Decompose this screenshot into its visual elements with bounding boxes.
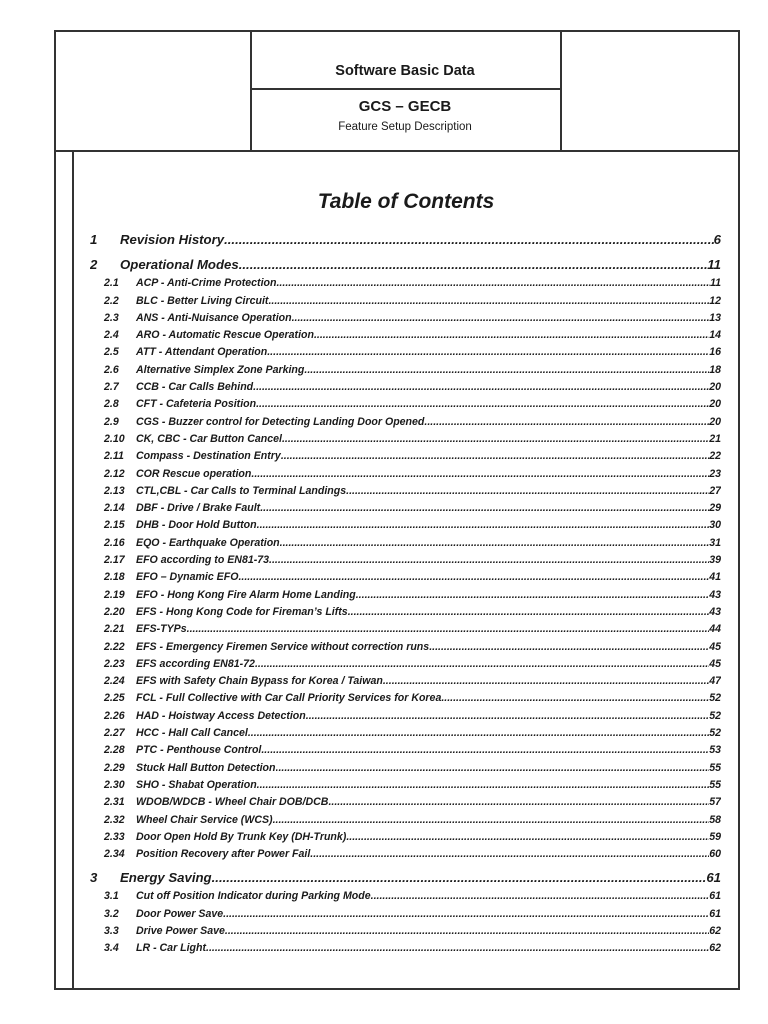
toc-entry-number: 2.24 <box>104 675 125 688</box>
toc-entry-page: 62 <box>709 942 721 955</box>
toc-entry[interactable] <box>90 272 721 289</box>
toc-entry[interactable] <box>90 722 721 739</box>
toc-entry-page: 13 <box>709 311 721 324</box>
toc-leader-dots <box>424 416 709 428</box>
toc-entry-title: SHO - Shabat Operation <box>136 778 257 791</box>
toc-entry-number: 2.4 <box>104 329 119 342</box>
toc-leader-dots <box>383 675 709 687</box>
toc-title: Table of Contents <box>317 190 495 213</box>
toc-entry-number: 2.19 <box>104 588 125 601</box>
header-code: GCS – GECB <box>358 98 452 115</box>
toc-leader-dots <box>273 814 710 826</box>
toc-entry[interactable] <box>90 635 721 652</box>
toc-entry-page: 27 <box>709 484 721 497</box>
toc-leader-dots <box>224 232 714 247</box>
toc-entry-title: EFO according to EN81-73 <box>136 554 270 567</box>
toc-entry-number: 2.13 <box>104 484 125 497</box>
toc-entry-page: 22 <box>709 450 721 463</box>
toc-entry-page: 60 <box>709 848 721 861</box>
toc-entry-number: 2.26 <box>104 709 125 722</box>
toc-entry-number: 2.10 <box>104 432 125 445</box>
toc-entry[interactable] <box>90 566 721 583</box>
toc-entry-number: 2.5 <box>104 346 119 359</box>
toc-entry-number: 2.15 <box>104 519 125 532</box>
toc-entry-page: 43 <box>709 588 721 601</box>
toc-entry-title: ACP - Anti-Crime Protection <box>136 277 277 290</box>
toc-leader-dots <box>257 779 710 791</box>
toc-entry-number: 2.31 <box>104 796 125 809</box>
header-subtitle-cell <box>250 92 560 150</box>
toc-entry-title: CFT - Cafeteria Position <box>136 398 257 411</box>
toc-entry-title: CK, CBC - Car Button Cancel <box>136 432 282 445</box>
toc-entry-page: 62 <box>709 924 721 937</box>
toc-entry-number: 2.3 <box>104 311 119 324</box>
toc-entry-title: COR Rescue operation <box>136 467 252 480</box>
margin-line <box>72 150 74 988</box>
toc-entry-page: 30 <box>709 519 721 532</box>
toc-entry[interactable] <box>90 601 721 618</box>
toc-entry-page: 61 <box>709 890 721 903</box>
toc-entry-page: 57 <box>709 796 721 809</box>
toc-entry[interactable] <box>90 428 721 445</box>
toc-entry-title: Alternative Simplex Zone Parking <box>136 363 305 376</box>
toc-entry-title: Revision History <box>120 232 225 247</box>
toc-entry-number: 3.2 <box>104 907 119 920</box>
toc-leader-dots <box>276 762 710 774</box>
toc-entry[interactable] <box>90 653 721 670</box>
toc-entry-number: 2.30 <box>104 778 125 791</box>
toc-entry-number: 2.17 <box>104 554 125 567</box>
toc-entry-page: 20 <box>709 381 721 394</box>
header-title-cell <box>250 32 562 150</box>
toc-entry-title: CCB - Car Calls Behind <box>136 381 254 394</box>
toc-entry[interactable] <box>90 920 721 937</box>
toc-entry-title: Wheel Chair Service (WCS) <box>136 813 273 826</box>
header-title: Software Basic Data <box>250 32 560 90</box>
toc-leader-dots <box>356 589 709 601</box>
toc-entry-page: 55 <box>709 778 721 791</box>
toc-entry[interactable] <box>90 902 721 919</box>
toc-entry[interactable] <box>90 341 721 358</box>
toc-entry-title: ATT - Attendant Operation <box>136 346 268 359</box>
document-header <box>56 32 738 152</box>
toc-entry[interactable] <box>90 307 721 324</box>
toc-entry-page: 52 <box>709 692 721 705</box>
toc-entry-page: 52 <box>709 709 721 722</box>
toc-entry-page: 14 <box>709 329 721 342</box>
toc-entry-page: 61 <box>709 907 721 920</box>
toc-leader-dots <box>257 519 710 531</box>
toc-entry-title: PTC - Penthouse Control <box>136 744 262 757</box>
toc-leader-dots <box>239 257 708 272</box>
toc-entry-title: CGS - Buzzer control for Detecting Landing Door Opened <box>136 415 425 428</box>
toc-entry-title: ANS - Anti-Nuisance Operation <box>136 311 292 324</box>
toc-entry-title: EFS-TYPs <box>136 623 187 636</box>
toc-entry-number: 2.14 <box>104 502 125 515</box>
toc-entry[interactable] <box>90 868 721 885</box>
toc-entry-page: 41 <box>709 571 721 584</box>
toc-entry-page: 45 <box>709 657 721 670</box>
toc-leader-dots <box>225 925 709 937</box>
toc-leader-dots <box>348 606 710 618</box>
toc-entry-page: 21 <box>709 432 721 445</box>
toc-leader-dots <box>441 692 709 704</box>
toc-leader-dots <box>238 571 709 583</box>
toc-entry-number: 3.4 <box>104 942 119 955</box>
toc-entry-title: EFS with Safety Chain Bypass for Korea / Taiwan <box>136 675 383 688</box>
toc-entry-title: Position Recovery after Power Fail <box>136 848 311 861</box>
toc-entry[interactable] <box>90 687 721 704</box>
toc-entry-number: 2.28 <box>104 744 125 757</box>
toc-entry-title: BLC - Better Living Circuit <box>136 294 269 307</box>
toc-entry-title: Compass - Destination Entry <box>136 450 281 463</box>
toc-entry-number: 2.23 <box>104 657 125 670</box>
toc-entry-page: 20 <box>709 415 721 428</box>
toc-leader-dots <box>292 312 710 324</box>
toc-leader-dots <box>328 796 709 808</box>
toc-leader-dots <box>212 870 707 885</box>
toc-leader-dots <box>206 942 709 954</box>
toc-entry-page: 55 <box>709 761 721 774</box>
toc-entry-number: 3 <box>90 870 98 886</box>
toc-entry-title: LR - Car Light <box>136 942 207 955</box>
toc-entry[interactable] <box>90 885 721 902</box>
toc-entry-number: 2.27 <box>104 727 125 740</box>
toc-entry-title: HCC - Hall Call Cancel <box>136 727 248 740</box>
toc-entry[interactable] <box>90 774 721 791</box>
toc-entry-number: 2 <box>90 257 98 272</box>
toc-leader-dots <box>346 485 709 497</box>
toc-leader-dots <box>261 744 709 756</box>
toc-entry[interactable] <box>90 739 721 756</box>
toc-entry-page: 61 <box>706 870 721 886</box>
toc-entry[interactable] <box>90 289 721 306</box>
toc-entry[interactable] <box>90 480 721 497</box>
toc-entry-number: 2.12 <box>104 467 125 480</box>
header-description: Feature Setup Description <box>338 121 472 133</box>
toc-entry-title: EFS - Hong Kong Code for Fireman’s Lifts <box>136 605 348 618</box>
toc-entry-title: Door Power Save <box>136 907 224 920</box>
toc-leader-dots <box>276 277 710 289</box>
toc-entry-number: 2.16 <box>104 536 125 549</box>
toc-entry-title: DBF - Drive / Brake Fault <box>136 502 261 515</box>
toc-entry[interactable] <box>90 410 721 427</box>
toc-entry-page: 39 <box>709 554 721 567</box>
toc-leader-dots <box>429 641 709 653</box>
toc-entry-number: 2.29 <box>104 761 125 774</box>
toc-entry[interactable] <box>90 843 721 860</box>
toc-entry-title: Stuck Hall Button Detection <box>136 761 276 774</box>
toc-entry-page: 6 <box>713 232 721 247</box>
toc-leader-dots <box>281 450 709 462</box>
toc-leader-dots <box>314 329 709 341</box>
toc-leader-dots <box>187 623 710 635</box>
toc-leader-dots <box>267 346 709 358</box>
toc-entry-page: 58 <box>709 813 721 826</box>
toc-entry-number: 2.20 <box>104 605 125 618</box>
toc-entry-page: 18 <box>709 363 721 376</box>
toc-entry[interactable] <box>90 704 721 721</box>
toc-leader-dots <box>310 848 709 860</box>
toc-entry-number: 2.22 <box>104 640 125 653</box>
toc-entry-number: 2.6 <box>104 363 119 376</box>
toc-entry-number: 2.34 <box>104 848 125 861</box>
toc-entry-page: 16 <box>709 346 721 359</box>
toc-leader-dots <box>255 658 709 670</box>
toc-entry[interactable] <box>90 324 721 341</box>
toc-entry-page: 31 <box>709 536 721 549</box>
toc-entry-page: 53 <box>709 744 721 757</box>
toc-entry[interactable] <box>90 791 721 808</box>
toc-leader-dots <box>280 537 710 549</box>
toc-leader-dots <box>282 433 709 445</box>
toc-entry-page: 12 <box>709 294 721 307</box>
toc-entry[interactable] <box>90 756 721 773</box>
toc-leader-dots <box>304 364 709 376</box>
toc-entry[interactable] <box>90 376 721 393</box>
toc-leader-dots <box>248 727 709 739</box>
toc-leader-dots <box>306 710 709 722</box>
toc-leader-dots <box>269 554 709 566</box>
toc-leader-dots <box>256 398 709 410</box>
toc-entry-number: 2.18 <box>104 571 125 584</box>
toc-entry-number: 2.32 <box>104 813 125 826</box>
toc-entry[interactable] <box>90 670 721 687</box>
toc-entry[interactable] <box>90 358 721 375</box>
toc-entry-page: 52 <box>709 727 721 740</box>
toc-entry-page: 47 <box>709 675 721 688</box>
header-logo-cell <box>56 32 252 150</box>
toc-entry-title: DHB - Door Hold Button <box>136 519 257 532</box>
toc-entry-title: EQO - Earthquake Operation <box>136 536 280 549</box>
toc-leader-dots <box>260 502 709 514</box>
toc-entry-number: 2.9 <box>104 415 119 428</box>
toc-entry-page: 59 <box>709 830 721 843</box>
toc-entry[interactable] <box>90 255 721 272</box>
toc-entry-number: 3.1 <box>104 890 119 903</box>
toc-entry-number: 2.8 <box>104 398 119 411</box>
toc-entry-page: 11 <box>707 257 721 272</box>
toc-entry-title: EFS - Emergency Firemen Service without correction runs <box>136 640 430 653</box>
toc-entry-number: 2.21 <box>104 623 125 636</box>
toc-entry-number: 1 <box>90 232 98 247</box>
toc-entry-number: 2.11 <box>104 450 124 463</box>
toc-entry[interactable] <box>90 826 721 843</box>
toc-entry[interactable] <box>90 937 721 954</box>
toc-entry-number: 3.3 <box>104 924 119 937</box>
table-of-contents <box>90 230 721 954</box>
toc-entry-title: Cut off Position Indicator during Parking Mode <box>136 890 371 903</box>
toc-entry[interactable] <box>90 808 721 825</box>
toc-entry-number: 2.25 <box>104 692 125 705</box>
toc-entry-number: 2.1 <box>104 277 119 290</box>
toc-leader-dots <box>251 468 709 480</box>
toc-entry-number: 2.7 <box>104 381 119 394</box>
toc-entry-page: 20 <box>709 398 721 411</box>
toc-leader-dots <box>268 295 709 307</box>
toc-entry-title: Drive Power Save <box>136 924 225 937</box>
toc-entry-number: 2.2 <box>104 294 119 307</box>
toc-entry-title: HAD - Hoistway Access Detection <box>136 709 306 722</box>
toc-entry-title: Door Open Hold By Trunk Key (DH-Trunk) <box>136 830 347 843</box>
toc-entry[interactable] <box>90 531 721 548</box>
toc-entry-title: FCL - Full Collective with Car Call Priority Services for Korea <box>136 692 442 705</box>
toc-entry-page: 45 <box>709 640 721 653</box>
toc-leader-dots <box>346 831 709 843</box>
toc-entry-page: 29 <box>709 502 721 515</box>
toc-entry-title: ARO - Automatic Rescue Operation <box>136 329 314 342</box>
toc-entry-page: 11 <box>710 277 721 290</box>
toc-entry[interactable] <box>90 393 721 410</box>
toc-entry-title: WDOB/WDCB - Wheel Chair DOB/DCB <box>136 796 329 809</box>
toc-entry[interactable] <box>90 618 721 635</box>
toc-leader-dots <box>253 381 709 393</box>
toc-entry-page: 23 <box>709 467 721 480</box>
toc-entry[interactable] <box>90 462 721 479</box>
toc-entry-page: 43 <box>709 605 721 618</box>
toc-entry[interactable] <box>90 230 721 247</box>
toc-entry[interactable] <box>90 549 721 566</box>
toc-entry-title: EFO - Hong Kong Fire Alarm Home Landing <box>136 588 356 601</box>
toc-entry-title: CTL,CBL - Car Calls to Terminal Landings <box>136 484 347 497</box>
toc-entry[interactable] <box>90 445 721 462</box>
toc-entry-page: 44 <box>709 623 721 636</box>
toc-leader-dots <box>223 908 709 920</box>
toc-entry-title: EFO – Dynamic EFO <box>136 571 239 584</box>
toc-entry-title: EFS according EN81-72 <box>136 657 255 670</box>
toc-entry-title: Operational Modes <box>120 257 239 272</box>
toc-leader-dots <box>371 890 710 902</box>
toc-entry-number: 2.33 <box>104 830 125 843</box>
toc-entry[interactable] <box>90 514 721 531</box>
toc-entry-title: Energy Saving <box>120 870 212 886</box>
toc-entry[interactable] <box>90 497 721 514</box>
toc-entry[interactable] <box>90 583 721 600</box>
